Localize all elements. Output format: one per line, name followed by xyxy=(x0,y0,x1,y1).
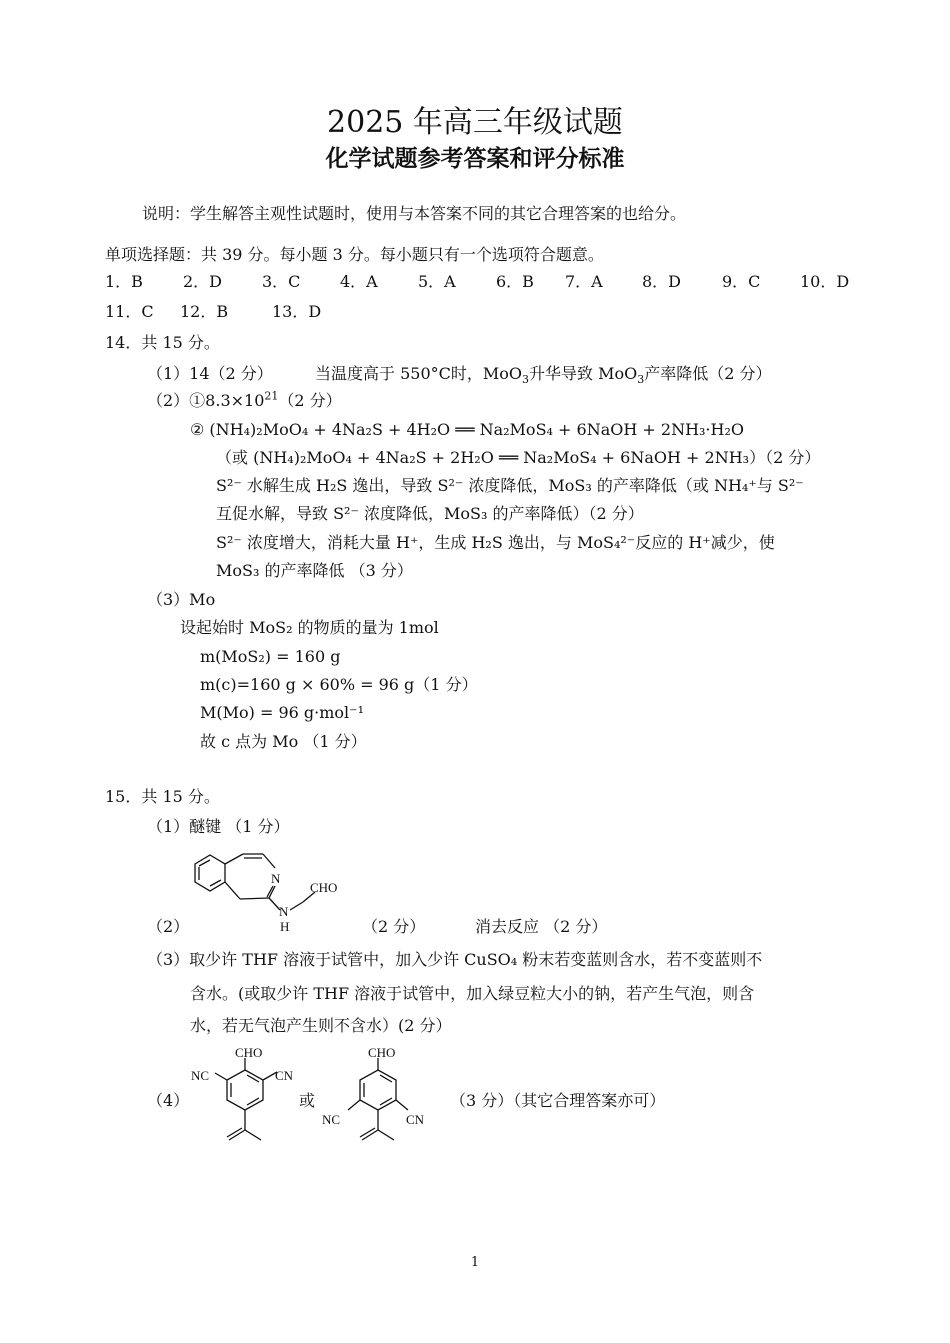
group-label-cn: CN xyxy=(406,1112,425,1127)
q14-part1-reason: 当温度高于 550°C时，MoO$_3$升华导致 MoO$_3$产率降低（2 分） xyxy=(315,364,772,387)
q14-calc-3: m(c)=160 g × 60% = 96 g（1 分） xyxy=(200,675,478,694)
q15-part3-line-3: 水，若无气泡产生则不含水）(2 分） xyxy=(190,1016,452,1035)
q14-equation-2: （或 (NH₄)₂MoO₄ + 4Na₂S + 2H₂O ══ Na₂MoS₄ + 6NaOH + 2NH₃）（2 分） xyxy=(216,448,821,467)
answer-5: 5．A xyxy=(418,272,456,291)
answer-12: 12．B xyxy=(180,302,229,321)
q15-part2-reaction: 消去反应 （2 分） xyxy=(475,917,608,936)
q15-part4-or: 或 xyxy=(299,1091,316,1110)
answer-7: 7．A xyxy=(565,272,603,291)
q15-part4-score: （3 分）（其它合理答案亦可） xyxy=(450,1091,666,1110)
atom-label-n2: N xyxy=(279,904,289,919)
q15-part4-label: （4） xyxy=(147,1091,190,1110)
group-label-cho: CHO xyxy=(368,1045,396,1060)
q15-part2-label: （2） xyxy=(147,917,190,936)
q14-heading: 14．共 15 分。 xyxy=(105,333,220,352)
answer-8: 8．D xyxy=(642,272,682,291)
page-number: 1 xyxy=(470,1255,480,1270)
q14-reason-line-1: S²⁻ 水解生成 H₂S 逸出，导致 S²⁻ 浓度降低，MoS₃ 的产率降低（或 NH₄⁺与 S²⁻ xyxy=(216,476,804,495)
q15-part3-line-1: （3）取少许 THF 溶液于试管中，加入少许 CuSO₄ 粉末若变蓝则含水，若不变蓝则不 xyxy=(147,950,763,969)
q14-calc-2: m(MoS₂) = 160 g xyxy=(200,647,341,666)
answer-11: 11．C xyxy=(105,302,154,321)
answer-10: 10．D xyxy=(800,272,850,291)
q14-part2-1: $(2)①8.3\times 10^{21}(2$ 分） xyxy=(147,389,342,410)
group-label-cn: CN xyxy=(275,1068,294,1083)
q15-heading: 15．共 15 分。 xyxy=(105,787,220,806)
q14-reason-line-3: S²⁻ 浓度增大，消耗大量 H⁺，生成 H₂S 逸出，与 MoS₄²⁻反应的 H⁺减少，使 xyxy=(216,533,775,552)
atom-label-h: H xyxy=(280,919,290,934)
group-label-cho: CHO xyxy=(235,1045,263,1060)
q15-part2-score: （2 分） xyxy=(362,917,426,936)
answer-13: 13．D xyxy=(272,302,322,321)
q15-part2-structure xyxy=(185,842,365,941)
page-subtitle: 化学试题参考答案和评分标准 xyxy=(325,146,625,172)
q15-part4-structure-a xyxy=(185,1042,305,1166)
answer-6: 6．B xyxy=(496,272,534,291)
q14-calc-5: 故 c 点为 Mo （1 分） xyxy=(200,732,367,751)
q15-part1-answer: （1）醚键 （1 分） xyxy=(147,817,290,836)
q14-reason-line-2: 互促水解，导致 S²⁻ 浓度降低，MoS₃ 的产率降低）（2 分） xyxy=(216,504,644,523)
page-title: 2025 年高三年级试题 xyxy=(327,105,623,140)
q15-part4-structure-b xyxy=(318,1042,438,1166)
answer-4: 4．A xyxy=(340,272,378,291)
group-label-nc: NC xyxy=(191,1068,210,1083)
q14-calc-1: 设起始时 MoS₂ 的物质的量为 1mol xyxy=(180,618,439,637)
group-label-nc: NC xyxy=(322,1112,341,1127)
answer-9: 9．C xyxy=(722,272,761,291)
answer-2: 2．D xyxy=(183,272,223,291)
q14-reason-line-4: MoS₃ 的产率降低 （3 分） xyxy=(216,561,413,580)
answer-1: 1．B xyxy=(105,272,143,291)
q14-part1-answer: （1）14（2 分） xyxy=(147,364,273,383)
atom-label-n: N xyxy=(271,871,281,886)
q14-equation-1: ② (NH₄)₂MoO₄ + 4Na₂S + 4H₂O ══ Na₂MoS₄ + 6NaOH + 2NH₃·H₂O xyxy=(190,420,744,439)
q14-calc-4: M(Mo) = 96 g·mol⁻¹ xyxy=(200,703,365,722)
group-label-cho: CHO xyxy=(310,880,338,895)
instructions-note: 说明：学生解答主观性试题时，使用与本答案不同的其它合理答案的也给分。 xyxy=(142,204,687,223)
q14-part3-answer: （3）Mo xyxy=(147,590,216,609)
q15-part3-line-2: 含水。(或取少许 THF 溶液于试管中，加入绿豆粒大小的钠，若产生气泡，则含 xyxy=(190,984,755,1003)
section-heading-mcq: 单项选择题：共 39 分。每小题 3 分。每小题只有一个选项符合题意。 xyxy=(105,245,604,264)
answer-3: 3．C xyxy=(262,272,301,291)
